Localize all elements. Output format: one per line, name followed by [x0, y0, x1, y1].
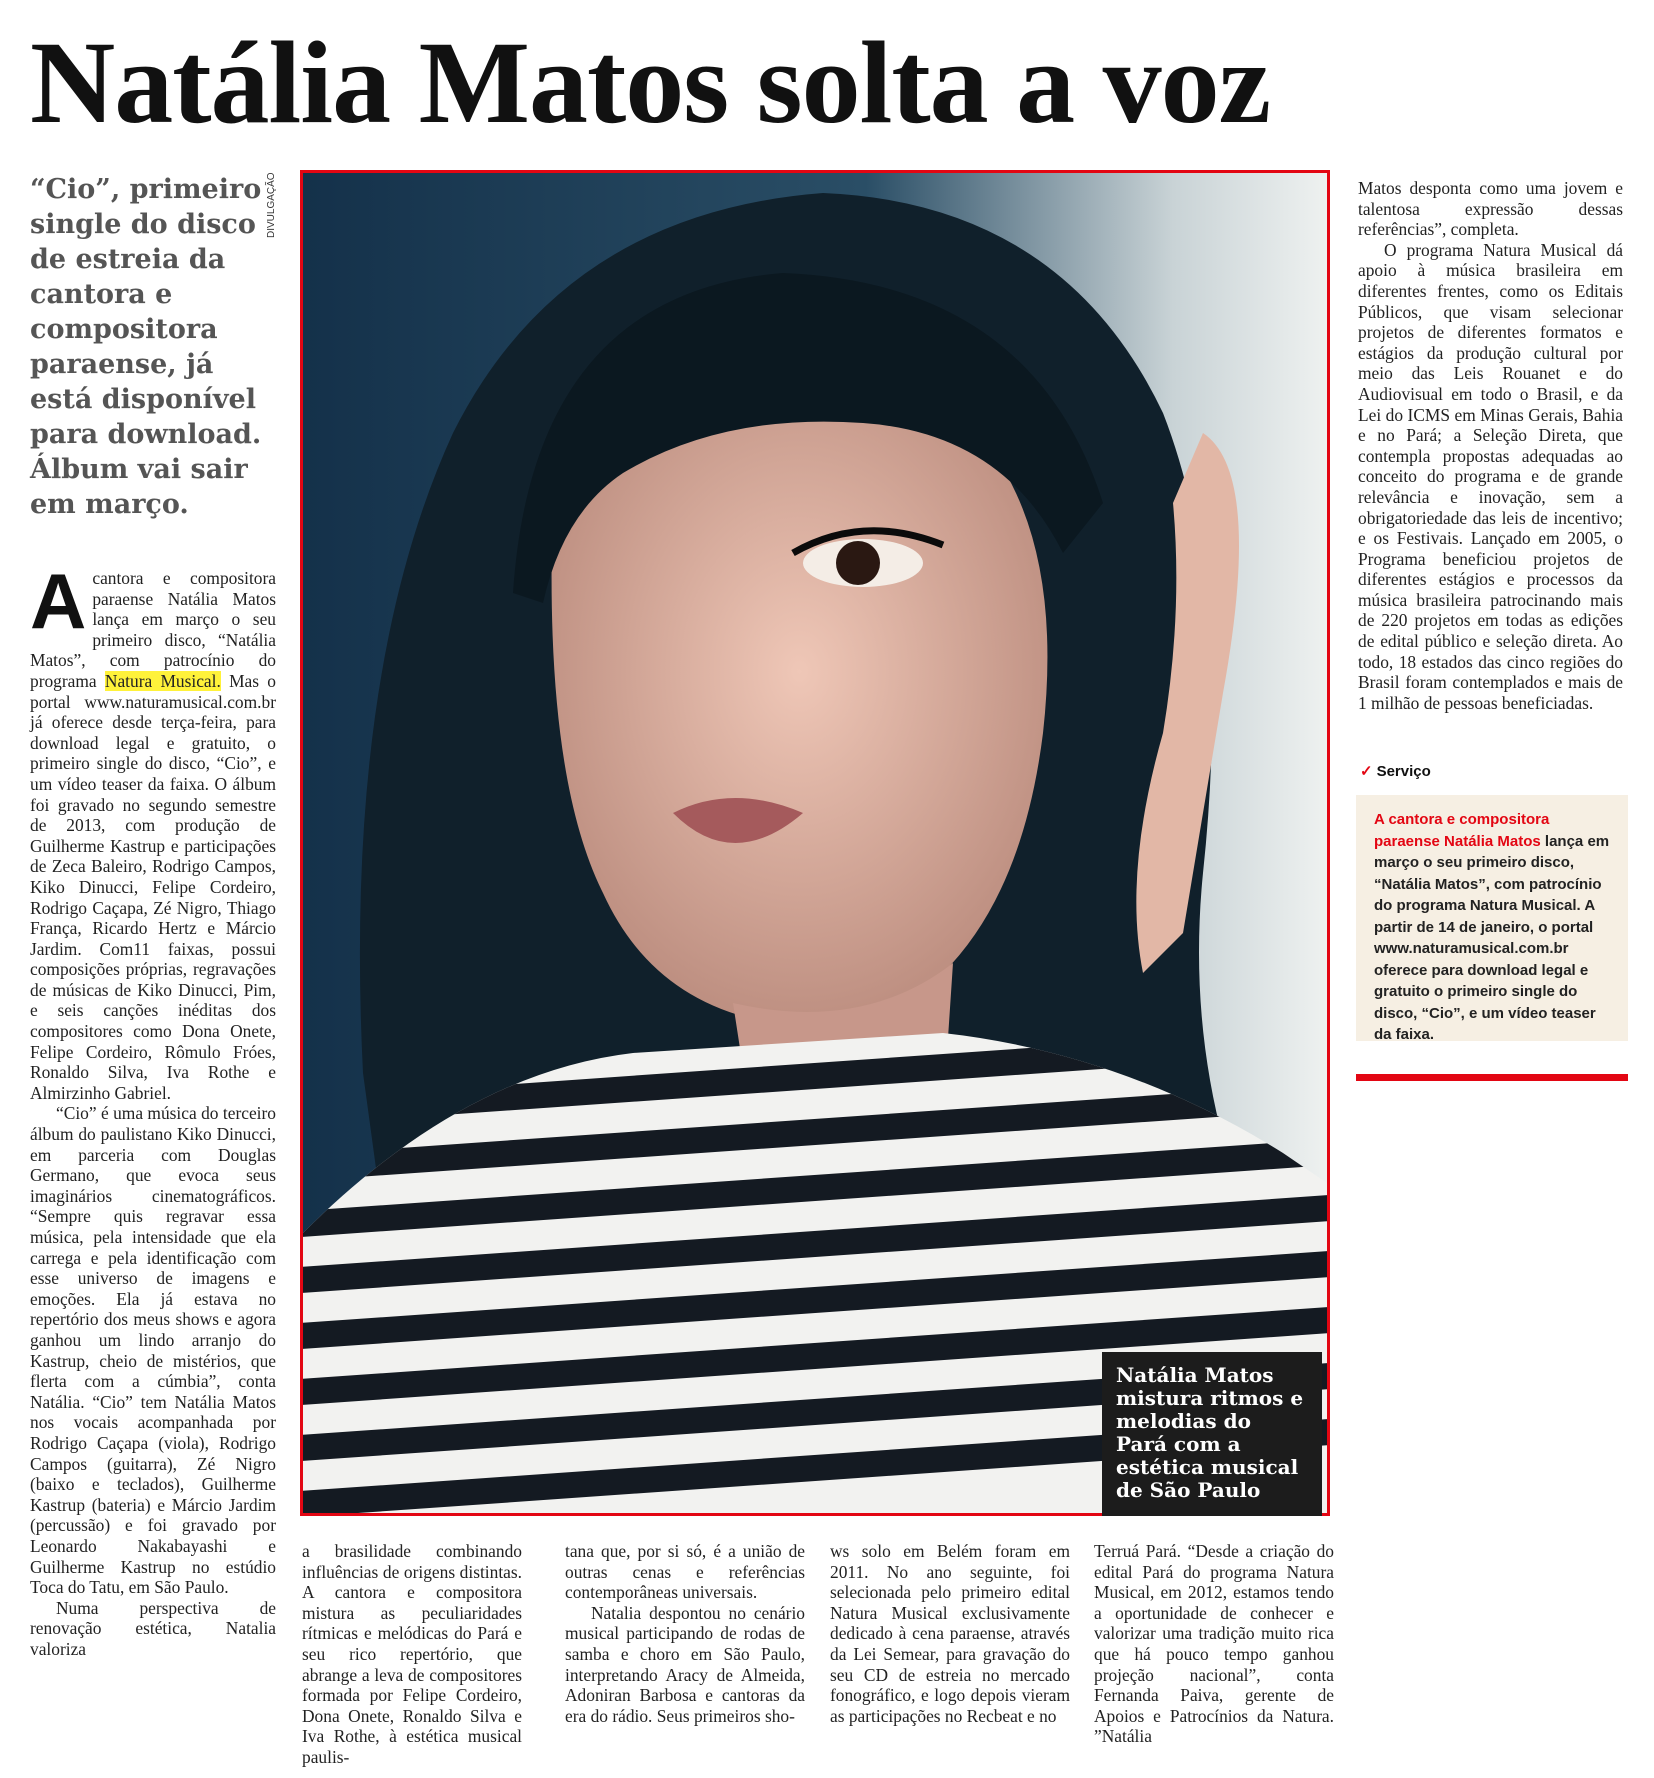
article-paragraph: tana que, por si só, é a união de outras cenas e referências contemporâneas universais. — [565, 1541, 805, 1603]
headline: Natália Matos solta a voz — [30, 17, 1271, 148]
portrait-photo — [300, 170, 1330, 1516]
deck-subheadline: “Cio”, primeiro single do disco de estreia da cantora e compositora paraense, já está disponível para download. Álbum vai sair em março. — [30, 174, 262, 520]
paragraph-text: Mas o portal www.naturamusical.com.br já oferece desde terça-feira, para download legal e gratuito, o primeiro single do disco, “Cio”, e um vídeo teaser da faixa. O álbum foi gravado no segundo semestre de 2013, com produção de Guilherme Kastrup e participações de Zeca Baleiro, Rodrigo Campos, Kiko Dinucci, Felipe Cordeiro, Rodrigo Caçapa, Zé Nigro, Thiago França, Ricardo Hertz e Márcio Jardim. Com11 faixas, possui composições próprias, regravações de músicas de Kiko Dinucci, Pim, e seis canções inéditas dos compositores como Dona Onete, Felipe Cordeiro, Rômulo Fróes, Ronaldo Silva, Iva Rothe e Almirzinho Gabriel. — [30, 670, 276, 1103]
article-column-3 — [565, 1541, 805, 1726]
divider-bar — [1356, 1074, 1628, 1081]
servico-box — [1356, 795, 1628, 1041]
article-paragraph: ws solo em Belém foram em 2011. No ano seguinte, foi selecionada pelo primeiro edital Natura Musical exclusivamente dedicado à cena paraense, através da Lei Semear, para gravação do seu CD de estreia no mercado fonográfico, e logo depois vieram as participações no Recbeat e no — [830, 1541, 1070, 1726]
checkmark-icon: ✓ — [1360, 763, 1373, 780]
article-column-6 — [1358, 178, 1623, 713]
servico-title: Serviço — [1376, 763, 1431, 780]
article-paragraph: Matos desponta como uma jovem e talentosa expressão dessas referências”, completa. — [1358, 178, 1623, 240]
article-paragraph: Numa perspectiva de renovação estética, Natalia valoriza — [30, 1597, 276, 1659]
article-paragraph: O programa Natura Musical dá apoio à música brasileira em diferentes frentes, como os Editais Públicos, que visam selecionar projetos de diferentes formatos e estágios da produção cultural por meio das Leis Rouanet e do Audiovisual em todo o Brasil, e da Lei do ICMS em Minas Gerais, Bahia e no Pará; a Seleção Direta, que contempla propostas adequadas ao conceito do programa e de grande relevância e inovação, sem a obrigatoriedade das leis de incentivo; e os Festivais. Lançado em 2005, o Programa beneficiou projetos de diferentes estágios e processos da música brasileira patrocinando mais de 220 projetos em todas as edições de edital público e seleção direta. Ao todo, 18 estados das cinco regiões do Brasil foram contemplados e mais de 1 milhão de pessoas beneficiadas. — [1358, 239, 1623, 713]
article-paragraph — [30, 557, 276, 1103]
article-paragraph: a brasilidade combinando influências de origens distintas. A cantora e compositora mistura as peculiaridades rítmicas e melódicas do Pará e seu rico repertório, que abrange a leva de compositores formada por Felipe Cordeiro, Dona Onete, Ronaldo Silva e Iva Rothe, à estética musical paulis- — [302, 1541, 522, 1767]
portrait-illustration — [303, 173, 1327, 1513]
article-paragraph: Terruá Pará. “Desde a criação do edital Pará do programa Natura Musical, em 2012, estamos tendo a oportunidade de conhecer e valorizar uma tradição muito rica que há pouco tempo ganhou projeção nacional”, conta Fernanda Paiva, gerente de Apoios e Patrocínios da Natura. ”Natália — [1094, 1541, 1334, 1747]
article-paragraph: Natalia despontou no cenário musical participando de rodas de samba e choro em São Paulo, interpretando Aracy de Almeida, Adoniran Barbosa e cantoras da era do rádio. Seus primeiros sho- — [565, 1602, 805, 1726]
article-column-1 — [30, 557, 276, 1659]
drop-cap: A — [30, 557, 87, 645]
article-column-5 — [1094, 1541, 1334, 1747]
highlighted-text: Natura Musical. — [104, 670, 221, 691]
photo-caption: Natália Matos mistura ritmos e melodias do Pará com a estética musical de São Paulo — [1102, 1352, 1322, 1516]
servico-lead: A cantora e compositora paraense Natália Matos — [1374, 811, 1550, 850]
article-paragraph: “Cio” é uma música do terceiro álbum do paulistano Kiko Dinucci, em parceria com Douglas Germano, que evoca seus imaginários cinematográficos. “Sempre quis regravar essa música, pela intensidade que ela carrega e pela identificação com esse universo de imagens e emoções. Ela já estava no repertório dos meus shows e agora ganhou um lindo arranjo do Kastrup, cheio de mistérios, que flerta com a cúmbia”, conta Natália. “Cio” tem Natália Matos nos vocais acompanhada por Rodrigo Caçapa (viola), Rodrigo Campos (guitarra), Zé Nigro (baixo e teclados), Guilherme Kastrup (bateria) e Márcio Jardim (percussão) e foi gravado por Leonardo Nakabayashi e Guilherme Kastrup no estúdio Toca do Tatu, em São Paulo. — [30, 1103, 276, 1598]
article-column-2 — [302, 1541, 522, 1768]
paragraph-text: cantora e compositora paraense Natália Matos lança em março o seu primeiro disco, “Natália Matos”, com patrocínio do programa — [30, 568, 276, 691]
servico-text: lança em março o seu primeiro disco, “Natália Matos”, com patrocínio do programa Natura Musical. A partir de 14 de janeiro, o portal www.naturamusical.com.br oferece para download legal e gratuito o primeiro single do disco, “Cio”, e um vídeo teaser da faixa. — [1374, 832, 1610, 1043]
photo-credit: DIVULGAÇÃO — [266, 172, 277, 238]
servico-heading — [1360, 762, 1620, 780]
article-column-4 — [830, 1541, 1070, 1726]
